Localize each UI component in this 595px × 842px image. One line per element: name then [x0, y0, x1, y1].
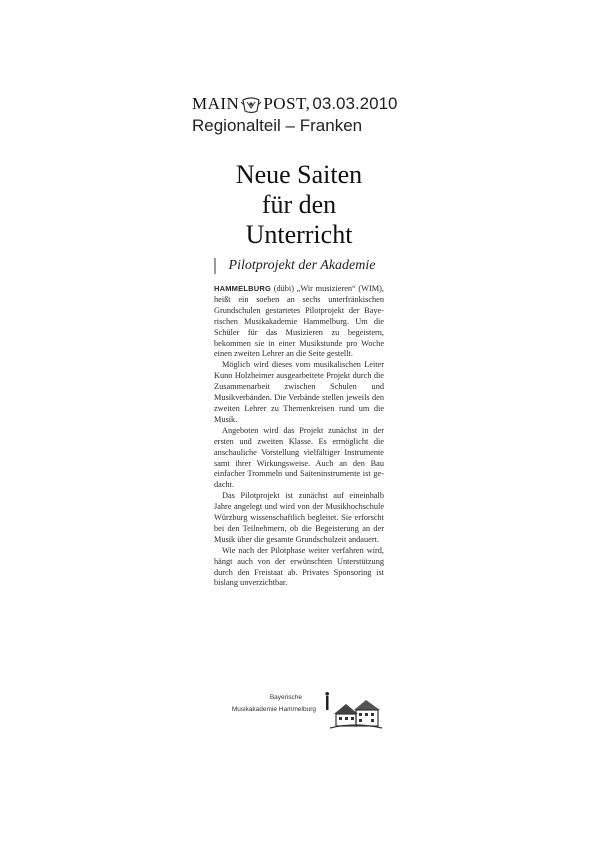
newspaper-logo-post: POST, — [263, 94, 311, 113]
article-paragraph — [214, 284, 384, 360]
academy-logo-text — [224, 692, 316, 716]
article-body — [214, 284, 384, 589]
logo-line: Bayerische — [269, 694, 302, 701]
article-paragraph: Wie nach der Pilotphase weiter verfahren wird, hängt auch von der erwünschten Unterstützung durch den Freistaat ab. Privates Sponsoring ist bislang unverzichtbar. — [214, 545, 384, 588]
section-label: Regionalteil – Franken — [192, 116, 363, 135]
article-paragraph: Das Pilotprojekt ist zunächst auf eineinhalb Jahre angelegt und wird von der Musikhochschule Würzburg wissenschaftlich begleitet. Sie erforscht bei den Teilnehmern, ob die Begeisterung an der Musik über die gesamte Grundschulzeit andauert. — [214, 491, 384, 544]
paragraph-text: (dübi) „Wir musizieren“ (WIM), heißt ein soeben an sechs unterfränkischen Grundschulen gestartetes Pilotprojekt der Bayerischen Musikakademie Hammelburg. Um die Schüler für das Musizieren zu begeistern, bekommen sie in einer Musikstunde pro Woche einen zweiten Lehrer an die Seite gestellt. — [214, 284, 384, 359]
publication-date: 03.03.2010 — [312, 94, 398, 113]
dateline: HAMMELBURG — [214, 284, 271, 293]
article-paragraph: Möglich wird dieses vom musikalischen Leiter Kuno Holzheimer ausgearbeitete Projekt durch die Zusammenarbeit zwischen Schulen und Musikverbänden. Die Verbände stellen jeweils den zweiten Lehrer zu Themenkreisen rund um die Musik. — [214, 360, 384, 424]
article-paragraph: Angeboten wird das Projekt zunächst in der ersten und zweiten Klasse. Es ermöglicht die anschauliche Vorstellung vielfältiger Instrumente samt ihrer Wirkungsweise. Auch an den Bau einfacher Trommeln und Saiteninstrumente ist gedacht. — [214, 425, 384, 490]
academy-logo — [224, 692, 384, 734]
headline-line: Unterricht — [245, 220, 353, 249]
article-clipping — [214, 160, 384, 589]
crest-icon — [240, 96, 262, 114]
newspaper-logo-main: MAIN — [192, 94, 240, 113]
logo-line: Musikakademie Hammelburg — [231, 706, 316, 713]
article-subtitle: Pilotprojekt der Akademie — [214, 258, 384, 274]
masthead — [192, 92, 398, 114]
headline-line: für den — [261, 190, 337, 219]
academy-building-icon — [324, 692, 384, 730]
article-headline — [214, 160, 384, 250]
headline-line: Neue Saiten — [235, 160, 363, 189]
